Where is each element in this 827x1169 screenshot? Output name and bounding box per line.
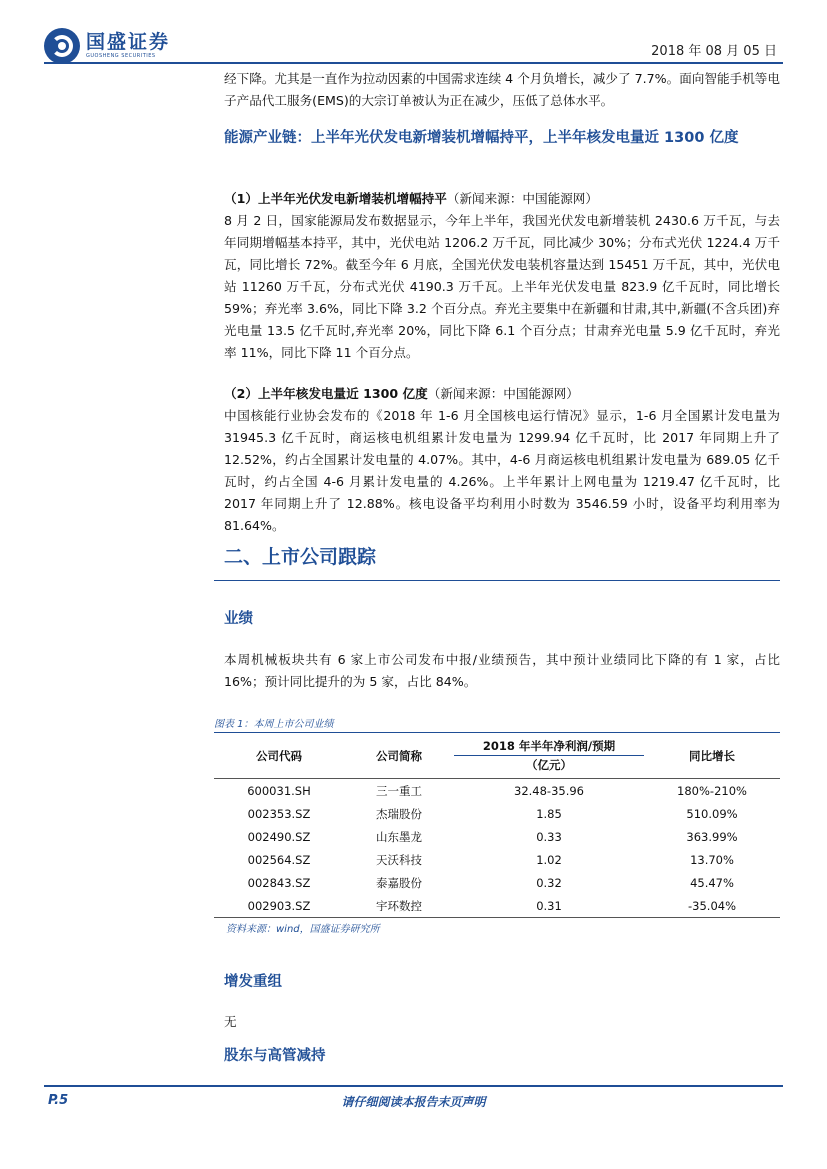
energy-item-1-title-text: （1）上半年光伏发电新增装机增幅持平 <box>224 191 447 206</box>
section-2-title: 二、上市公司跟踪 <box>224 546 377 568</box>
table-cell-growth: 510.09% <box>686 806 738 821</box>
table-cell-code: 002353.SZ <box>247 806 311 821</box>
logo-text-en: GUOSHENG SECURITIES <box>86 53 156 59</box>
header-divider <box>44 62 783 64</box>
table-cell-code: 002564.SZ <box>247 852 311 867</box>
holders-heading: 股东与高管减持 <box>224 1048 326 1064</box>
table-row <box>214 871 780 894</box>
table-caption: 图表 1：本周上市公司业绩 <box>214 719 334 730</box>
table-cell-profit: 32.48-35.96 <box>514 783 584 798</box>
energy-item-1-title <box>224 188 780 210</box>
holders-block <box>224 1046 780 1067</box>
performance-heading: 业绩 <box>224 611 253 627</box>
energy-item-2-body: 中国核能行业协会发布的《2018 年 1-6 月全国核电运行情况》显示，1-6 月全国累计发电量为 31945.3 亿千瓦时，商运核电机组累计发电量为 1299.94 亿千瓦时，比 2017 年同期上升了 12.52%，约占全国累计发电量的 4.07%。其中，4-6 月商运核电机组累计发电量为 689.05 亿千瓦时，约占全国 4-6 月累计发电量的 4.26%。上半年累计上网电量为 1219.47 亿千瓦时，比 2017 年同期上升了 12.88%。核电设备平均利用小时数为 3546.59 小时，设备平均利用率为 81.64%。 <box>224 408 780 533</box>
table-cell-name: 天沃科技 <box>376 852 422 867</box>
placement-heading: 增发重组 <box>224 974 282 990</box>
table-cell-growth: 45.47% <box>690 875 734 890</box>
table-caption-block <box>214 712 770 731</box>
energy-item-2-title-text: （2）上半年核发电量近 1300 亿度 <box>224 386 428 401</box>
table-cell-growth: 13.70% <box>690 852 734 867</box>
table-cell-name: 山东墨龙 <box>376 829 422 844</box>
table-row <box>214 894 780 918</box>
energy-heading-block <box>224 128 780 149</box>
table-cell-name: 杰瑞股份 <box>376 806 422 821</box>
table-row <box>214 848 780 871</box>
table-cell-growth: 180%-210% <box>677 783 747 798</box>
company-logo <box>44 28 170 64</box>
table-cell-profit: 0.32 <box>536 875 562 890</box>
table-cell-code: 002843.SZ <box>247 875 311 890</box>
table-row <box>214 825 780 848</box>
energy-item-1 <box>224 188 780 364</box>
table-header-growth: 同比增长 <box>689 748 735 763</box>
performance-table <box>214 732 780 918</box>
table-header-code: 公司代码 <box>256 748 302 763</box>
table-cell-growth: 363.99% <box>686 829 738 844</box>
report-date: 2018 年 08 月 05 日 <box>651 44 777 59</box>
footer-divider <box>44 1085 783 1087</box>
intro-paragraph: 经下降。尤其是一直作为拉动因素的中国需求连续 4 个月负增长，减少了 7.7%。面向智能手机等电子产品代工服务(EMS)的大宗订单被认为正在减少，压低了总体水平。 <box>224 71 780 108</box>
energy-item-1-body: 8 月 2 日，国家能源局发布数据显示，今年上半年，我国光伏发电新增装机 2430.6 万千瓦，与去年同期增幅基本持平，其中，光伏电站 1206.2 万千瓦，同比减少 30%；分布式光伏 1224.4 万千瓦，同比增长 72%。截至今年 6 月底，全国光伏发电装机容量达到 15451 万千瓦，其中，光伏电站 11260 万千瓦，分布式光伏 4190.3 万千瓦。上半年光伏发电量 823.9 亿千瓦时，同比增长 59%；弃光率 3.6%，同比下降 3.2 个百分点。弃光主要集中在新疆和甘肃,其中,新疆(不含兵团)弃光电量 13.5 亿千瓦时,弃光率 20%，同比下降 6.1 个百分点；甘肃弃光电量 5.9 亿千瓦时，弃光率 11%，同比下降 11 个百分点。 <box>224 213 780 360</box>
placement-body-block <box>224 1011 780 1033</box>
performance-body: 本周机械板块共有 6 家上市公司发布中报/业绩预告，其中预计业绩同比下降的有 1 家，占比 16%；预计同比提升的为 5 家，占比 84%。 <box>224 652 780 689</box>
table-cell-growth: -35.04% <box>688 898 736 913</box>
table-cell-code: 002903.SZ <box>247 898 311 913</box>
table-cell-name: 宇环数控 <box>376 898 422 913</box>
table-cell-profit: 0.31 <box>536 898 562 913</box>
table-source: 资料来源：wind，国盛证券研究所 <box>226 924 380 935</box>
table-cell-profit: 1.85 <box>536 806 562 821</box>
table-row <box>214 802 780 825</box>
section-2-heading-block <box>224 542 780 569</box>
performance-body-block <box>224 649 780 693</box>
table-cell-profit: 0.33 <box>536 829 562 844</box>
table-row <box>214 779 780 803</box>
energy-item-2-source: （新闻来源：中国能源网） <box>427 386 579 401</box>
logo-text-cn: 国盛证券 <box>86 31 171 53</box>
page-number: P.5 <box>48 1093 69 1108</box>
table-cell-name: 三一重工 <box>376 783 422 798</box>
table-cell-profit: 1.02 <box>536 852 562 867</box>
table-header-profit-unit: （亿元） <box>526 758 572 772</box>
section-2-divider <box>214 580 780 581</box>
placement-body: 无 <box>224 1014 237 1029</box>
table-cell-name: 泰嘉股份 <box>376 875 422 890</box>
energy-item-1-source: （新闻来源：中国能源网） <box>446 191 598 206</box>
intro-block <box>224 68 780 112</box>
performance-block <box>224 609 780 630</box>
logo-icon <box>44 28 80 64</box>
footer-disclaimer: 请仔细阅读本报告末页声明 <box>341 1095 486 1109</box>
table-header-name: 公司简称 <box>376 748 422 763</box>
energy-item-2-title <box>224 383 780 405</box>
energy-item-2 <box>224 383 780 537</box>
placement-block <box>224 972 780 993</box>
table-cell-code: 002490.SZ <box>247 829 311 844</box>
energy-heading: 能源产业链：上半年光伏发电新增装机增幅持平，上半年核发电量近 1300 亿度 <box>224 130 739 146</box>
table-source-block <box>226 917 782 936</box>
table-header-profit: 2018 年半年净利润/预期 <box>482 739 616 753</box>
table-cell-code: 600031.SH <box>247 783 311 798</box>
